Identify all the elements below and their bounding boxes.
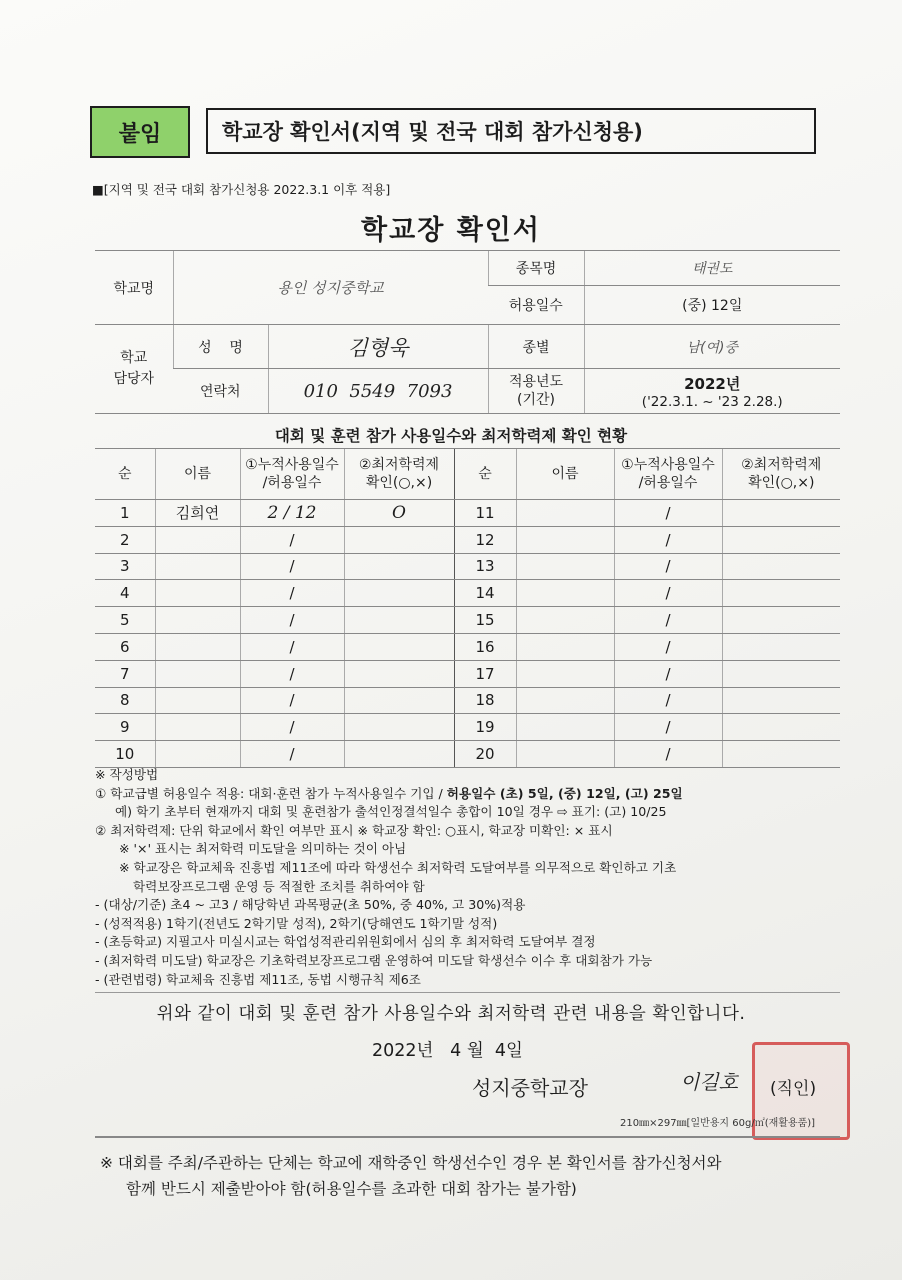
row-number: 3 — [95, 553, 155, 580]
row-number: 14 — [454, 580, 516, 607]
row-name — [155, 741, 240, 768]
row-name — [155, 526, 240, 553]
category-label: 종별 — [488, 325, 584, 369]
scope-line: ■[지역 및 전국 대회 참가신청용 2022.3.1 이후 적용] — [92, 182, 391, 197]
row-grade — [344, 687, 454, 714]
row-days: / — [240, 633, 344, 660]
row-days: / — [614, 607, 722, 634]
row-days: / — [614, 741, 722, 768]
row-number: 11 — [454, 500, 516, 527]
attachment-tag: 붙임 — [90, 106, 190, 158]
header-days-left: ①누적사용일수 /허용일수 — [240, 449, 344, 500]
row-grade — [344, 580, 454, 607]
header-name-right: 이름 — [516, 449, 614, 500]
year-label: 적용년도 (기간) — [488, 369, 584, 414]
note-line: - (초등학교) 지필고사 미실시교는 학업성적관리위원회에서 심의 후 최저학력 도달여부 결정 — [95, 934, 596, 950]
row-days: / — [614, 687, 722, 714]
confirmation-statement: 위와 같이 대회 및 훈련 참가 사용일수와 최저학력 관련 내용을 확인합니다. — [156, 1004, 746, 1024]
row-grade — [722, 660, 840, 687]
row-name — [516, 714, 614, 741]
header-name-left: 이름 — [155, 449, 240, 500]
header-no-left: 순 — [95, 449, 155, 500]
contact-value: 010 5549 7093 — [268, 369, 488, 414]
row-grade — [722, 580, 840, 607]
row-number: 13 — [454, 553, 516, 580]
row-number: 6 — [95, 633, 155, 660]
info-table — [95, 250, 840, 414]
usage-table-body — [95, 500, 840, 768]
row-grade — [344, 741, 454, 768]
name-label: 성 명 — [173, 325, 268, 369]
principal-title: 성지중학교장 — [472, 1076, 588, 1100]
year-value: 2022년 — [684, 374, 741, 393]
contact-label: 연락처 — [173, 369, 268, 414]
row-name — [155, 660, 240, 687]
table-row — [95, 607, 840, 634]
confirmation-date: 2022년 4 월 4일 — [372, 1041, 523, 1061]
row-name — [155, 553, 240, 580]
note-emphasis: 허용일수 (초) 5일, (중) 12일, (고) 25일 — [446, 785, 683, 801]
divider — [95, 992, 840, 993]
row-number: 18 — [454, 687, 516, 714]
row-days: / — [614, 633, 722, 660]
note-line: - (최저학력 미도달) 학교장은 기초학력보장프로그램 운영하여 미도달 학생선수 이수 후 대회참가 가능 — [95, 952, 653, 968]
note-line: ※ 학교장은 학교체육 진흥법 제11조에 따라 학생선수 최저학력 도달여부를 의무적으로 확인하고 기초 — [119, 859, 677, 875]
table-row — [95, 553, 840, 580]
divider — [95, 1136, 840, 1138]
row-name — [516, 500, 614, 527]
row-name — [155, 714, 240, 741]
writing-instructions — [95, 766, 855, 989]
school-value: 용인 성지중학교 — [173, 251, 488, 325]
row-days: 2 / 12 — [240, 500, 344, 527]
footer-line: ※ 대회를 주최/주관하는 단체는 학교에 재학중인 학생선수인 경우 본 확인서를 참가신청서와 — [100, 1154, 722, 1172]
page-title: 학교장 확인서 — [361, 215, 541, 246]
school-label: 학교명 — [95, 251, 173, 325]
note-line: - (관련법령) 학교체육 진흥법 제11조, 동법 시행규칙 제6조 — [95, 971, 421, 987]
row-grade — [344, 526, 454, 553]
note-line: 예) 학기 초부터 현재까지 대회 및 훈련참가 출석인정결석일수 총합이 10일 경우 ⇨ 표기: (고) 10/25 — [115, 804, 667, 820]
row-name — [516, 580, 614, 607]
row-name — [516, 553, 614, 580]
header-no-right: 순 — [454, 449, 516, 500]
row-number: 19 — [454, 714, 516, 741]
note-line: ※ '×' 표시는 최저학력 미도달을 의미하는 것이 아님 — [119, 841, 407, 857]
row-name — [155, 687, 240, 714]
allowed-days-value: (중) 12일 — [584, 286, 840, 325]
row-days: / — [240, 526, 344, 553]
table-row — [95, 660, 840, 687]
row-name — [155, 607, 240, 634]
row-name — [516, 633, 614, 660]
row-grade — [722, 607, 840, 634]
row-name: 김희연 — [155, 500, 240, 527]
footer-line: 함께 반드시 제출받아야 함(허용일수를 초과한 대회 참가는 불가함) — [126, 1180, 577, 1198]
row-name — [155, 633, 240, 660]
header-grade-left: ②최저학력제 확인(○,×) — [344, 449, 454, 500]
footer-note — [100, 1150, 721, 1202]
row-grade — [722, 526, 840, 553]
sport-value: 태권도 — [584, 251, 840, 286]
row-days: / — [614, 714, 722, 741]
note-text: ① 학교급별 허용일수 적용: 대회·훈련 참가 누적사용일수 기입 / — [95, 785, 447, 801]
row-grade: O — [344, 500, 454, 527]
category-value: 남(여)중 — [584, 325, 840, 369]
sport-label: 종목명 — [488, 251, 584, 286]
document-heading: 학교장 확인서(지역 및 전국 대회 참가신청용) — [206, 108, 816, 154]
table-row — [95, 526, 840, 553]
note-line — [95, 785, 855, 804]
usage-table — [95, 448, 840, 768]
year-cell — [584, 369, 840, 414]
row-grade — [722, 714, 840, 741]
row-grade — [344, 714, 454, 741]
row-days: / — [614, 580, 722, 607]
row-days: / — [614, 500, 722, 527]
row-days: / — [614, 526, 722, 553]
row-name — [516, 660, 614, 687]
table-row — [95, 741, 840, 768]
period-value: ('22.3.1. ~ '23 2.28.) — [641, 393, 783, 410]
table-row — [95, 580, 840, 607]
paper-spec: 210㎜×297㎜[일반용지 60g/㎡(재활용품)] — [620, 1118, 816, 1129]
row-number: 7 — [95, 660, 155, 687]
row-grade — [722, 553, 840, 580]
table-row — [95, 714, 840, 741]
row-grade — [344, 633, 454, 660]
table-row — [95, 633, 840, 660]
row-name — [516, 526, 614, 553]
note-line: ② 최저학력제: 단위 학교에서 확인 여부만 표시 ※ 학교장 확인: ○표시, 학교장 미확인: × 표시 — [95, 822, 613, 838]
name-value: 김형욱 — [268, 325, 488, 369]
row-days: / — [240, 687, 344, 714]
row-number: 12 — [454, 526, 516, 553]
row-grade — [344, 607, 454, 634]
row-grade — [722, 687, 840, 714]
row-number: 20 — [454, 741, 516, 768]
row-days: / — [614, 660, 722, 687]
row-name — [516, 741, 614, 768]
row-days: / — [240, 580, 344, 607]
row-days: / — [240, 607, 344, 634]
row-number: 4 — [95, 580, 155, 607]
note-line: - (성적적용) 1학기(전년도 2학기말 성적), 2학기(당해연도 1학기말 성적) — [95, 915, 498, 931]
row-number: 8 — [95, 687, 155, 714]
principal-signature: 이길호 — [680, 1070, 738, 1094]
row-number: 17 — [454, 660, 516, 687]
row-grade — [344, 660, 454, 687]
seal-label: (직인) — [770, 1079, 817, 1099]
table-row — [95, 687, 840, 714]
row-days: / — [614, 553, 722, 580]
note-line: - (대상/기준) 초4 ~ 고3 / 해당학년 과목평균(초 50%, 중 40%, 고 30%)적용 — [95, 897, 526, 913]
row-grade — [344, 553, 454, 580]
row-number: 2 — [95, 526, 155, 553]
table-row — [95, 500, 840, 527]
row-name — [155, 580, 240, 607]
row-days: / — [240, 714, 344, 741]
row-days: / — [240, 553, 344, 580]
header-grade-right: ②최저학력제 확인(○,×) — [722, 449, 840, 500]
row-number: 9 — [95, 714, 155, 741]
row-grade — [722, 633, 840, 660]
manager-label: 학교 담당자 — [95, 325, 173, 414]
allowed-days-label: 허용일수 — [488, 286, 584, 325]
row-grade — [722, 741, 840, 768]
row-number: 5 — [95, 607, 155, 634]
note-line: 학력보장프로그램 운영 등 적절한 조치를 취하여야 함 — [133, 878, 425, 894]
row-number: 1 — [95, 500, 155, 527]
row-days: / — [240, 660, 344, 687]
row-number: 15 — [454, 607, 516, 634]
row-number: 16 — [454, 633, 516, 660]
row-name — [516, 607, 614, 634]
section-title: 대회 및 훈련 참가 사용일수와 최저학력제 확인 현황 — [274, 427, 628, 445]
row-grade — [722, 500, 840, 527]
row-name — [516, 687, 614, 714]
header-days-right: ①누적사용일수 /허용일수 — [614, 449, 722, 500]
row-days: / — [240, 741, 344, 768]
row-number: 10 — [95, 741, 155, 768]
notes-heading: ※ 작성방법 — [95, 767, 159, 782]
